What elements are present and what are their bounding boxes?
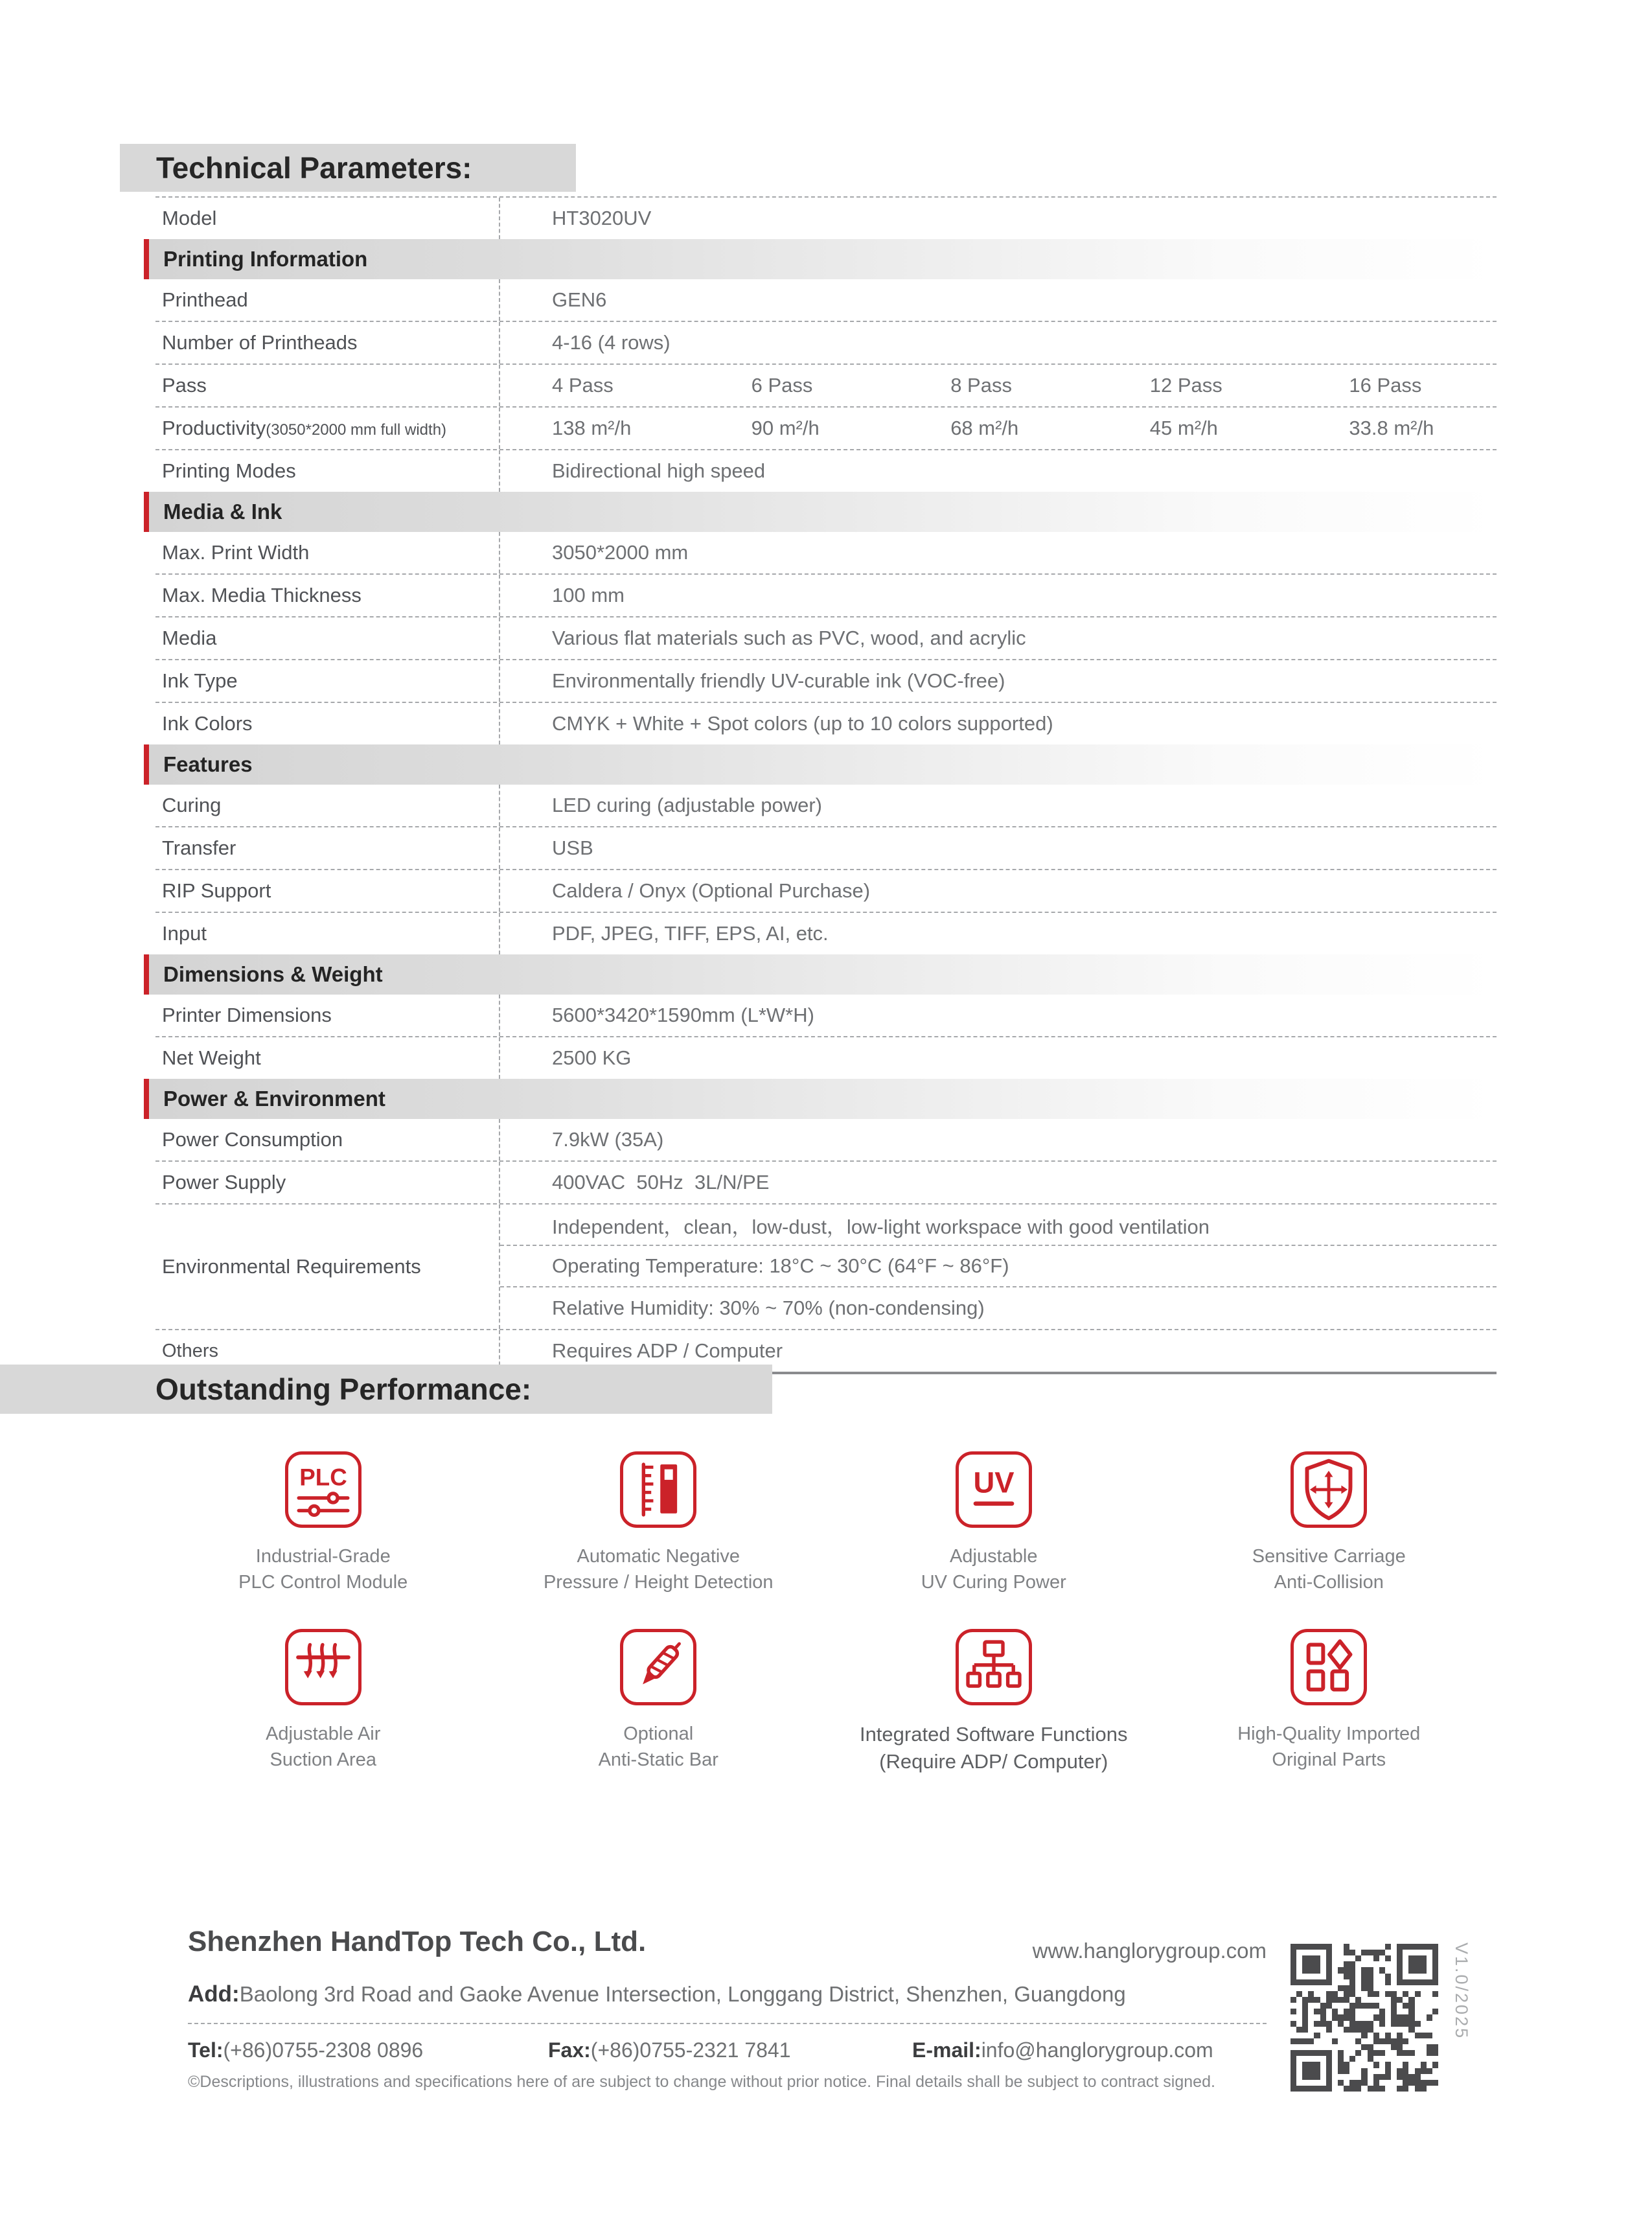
imported-parts-icon xyxy=(1291,1629,1367,1705)
section-title: Power & Environment xyxy=(163,1087,385,1111)
pass-col-3: 8 Pass xyxy=(950,374,1012,397)
spec-row-curing xyxy=(155,785,1497,827)
row-value: LED curing (adjustable power) xyxy=(499,785,1497,826)
feature-anti-collision xyxy=(1162,1451,1497,1595)
spec-row-environmental-requirements xyxy=(155,1205,1497,1330)
feature-caption: Optional Anti-Static Bar xyxy=(598,1724,718,1770)
env-value-workspace: Independent，clean，low-dust，low-light workspace with good ventilation xyxy=(500,1205,1497,1246)
spec-table xyxy=(155,196,1497,1374)
spec-row-max-media-thickness xyxy=(155,575,1497,617)
row-label: Pass xyxy=(162,374,207,397)
pass-col-1: 4 Pass xyxy=(552,374,614,397)
environmental-requirement-values xyxy=(499,1205,1497,1329)
row-label: Printhead xyxy=(162,288,248,311)
productivity-label: Productivity xyxy=(162,417,266,439)
feature-caption: High-Quality Imported Original Parts xyxy=(1237,1724,1421,1770)
spec-row-ink-type xyxy=(155,660,1497,703)
row-value: Bidirectional high speed xyxy=(499,450,1497,492)
env-value-temperature: Operating Temperature: 18°C ~ 30°C (64°F ~ 86°F) xyxy=(500,1246,1497,1287)
feature-anti-static xyxy=(491,1629,827,1775)
uv-icon xyxy=(956,1451,1032,1528)
row-label: Printer Dimensions xyxy=(162,1004,332,1026)
plc-icon xyxy=(285,1451,361,1528)
footer-address-line xyxy=(188,1981,1267,2007)
row-label: Curing xyxy=(162,794,222,816)
row-label: Model xyxy=(162,207,217,229)
software-tree-icon xyxy=(956,1629,1032,1705)
spec-row-ink-colors xyxy=(155,703,1497,744)
env-value-humidity: Relative Humidity: 30% ~ 70% (non-condensing) xyxy=(552,1297,985,1319)
section-header-power-environment xyxy=(144,1079,1497,1119)
row-value: 2500 KG xyxy=(499,1037,1497,1079)
footer-divider xyxy=(188,2023,1267,2024)
feature-caption: Adjustable Air Suction Area xyxy=(266,1724,381,1770)
spec-row-pass xyxy=(155,365,1497,408)
spec-row-productivity xyxy=(155,408,1497,450)
version-tag: V1.0/2025 xyxy=(1452,1943,1471,2040)
section-title: Media & Ink xyxy=(163,500,282,524)
spec-row-number-of-printheads xyxy=(155,322,1497,365)
section-header-media-ink xyxy=(144,492,1497,532)
row-label xyxy=(155,417,499,440)
row-label: Net Weight xyxy=(162,1046,261,1069)
feature-caption: Sensitive Carriage Anti-Collision xyxy=(1252,1546,1406,1593)
section-header-dimensions-weight xyxy=(144,954,1497,995)
row-value: HT3020UV xyxy=(499,198,1497,239)
email-address: info@hanglorygroup.com xyxy=(981,2038,1213,2062)
row-value: CMYK + White + Spot colors (up to 10 colors supported) xyxy=(499,703,1497,744)
outstanding-performance-title: Outstanding Performance: xyxy=(155,1372,532,1406)
telephone xyxy=(188,2038,548,2062)
productivity-col-5: 33.8 m²/h xyxy=(1349,417,1434,439)
section-title: Dimensions & Weight xyxy=(163,962,383,986)
feature-integrated-software xyxy=(826,1629,1162,1775)
feature-caption: Industrial-Grade PLC Control Module xyxy=(238,1546,408,1593)
svg-text:UV: UV xyxy=(973,1466,1015,1499)
email-label: E-mail: xyxy=(912,2038,981,2062)
row-label: Ink Colors xyxy=(162,712,253,735)
row-label: Number of Printheads xyxy=(162,331,358,354)
air-suction-icon xyxy=(285,1629,361,1705)
row-value: USB xyxy=(499,827,1497,869)
productivity-col-2: 90 m²/h xyxy=(751,417,820,439)
fax xyxy=(548,2038,912,2062)
feature-caption: Adjustable UV Curing Power xyxy=(921,1546,1066,1593)
row-value: 5600*3420*1590mm (L*W*H) xyxy=(499,995,1497,1036)
spec-row-transfer xyxy=(155,827,1497,870)
address-label: Add: xyxy=(188,1981,240,2007)
row-values xyxy=(499,365,1497,406)
productivity-col-1: 138 m²/h xyxy=(552,417,632,439)
spec-row-printhead xyxy=(155,279,1497,322)
feature-plc xyxy=(155,1451,491,1595)
feature-caption: Automatic Negative Pressure / Height Detection xyxy=(543,1546,774,1593)
spec-row-input xyxy=(155,913,1497,954)
outstanding-performance-titlebar xyxy=(0,1365,772,1414)
spec-row-power-supply xyxy=(155,1162,1497,1205)
spec-row-model xyxy=(155,198,1497,239)
row-label: Max. Media Thickness xyxy=(162,584,361,606)
row-label: Others xyxy=(162,1340,219,1361)
website-link[interactable]: www.hanglorygroup.com xyxy=(1032,1939,1267,1963)
pass-col-4: 12 Pass xyxy=(1149,374,1222,397)
productivity-col-4: 45 m²/h xyxy=(1149,417,1218,439)
anti-static-bar-icon xyxy=(620,1629,696,1705)
row-label: Environmental Requirements xyxy=(162,1255,421,1278)
row-label: Printing Modes xyxy=(162,459,296,482)
productivity-col-3: 68 m²/h xyxy=(950,417,1019,439)
row-label: Input xyxy=(162,922,207,945)
row-label: Ink Type xyxy=(162,669,238,692)
feature-imported-parts xyxy=(1162,1629,1497,1775)
spec-row-net-weight xyxy=(155,1037,1497,1079)
footer xyxy=(188,1926,1267,2092)
spec-row-media xyxy=(155,617,1497,660)
section-title: Features xyxy=(163,752,253,776)
spec-row-printer-dimensions xyxy=(155,995,1497,1037)
feature-uv-power xyxy=(826,1451,1162,1595)
technical-parameters-titlebar xyxy=(120,144,576,192)
row-label: Max. Print Width xyxy=(162,541,310,564)
tel-label: Tel: xyxy=(188,2038,224,2062)
tel-number: (+86)0755-2308 0896 xyxy=(223,2038,424,2062)
row-value: 400VAC 50Hz 3L/N/PE xyxy=(499,1162,1497,1203)
fax-label: Fax: xyxy=(548,2038,591,2062)
row-label: RIP Support xyxy=(162,879,271,902)
row-label: Power Consumption xyxy=(162,1128,343,1151)
row-values xyxy=(499,408,1497,449)
row-value: 100 mm xyxy=(499,575,1497,616)
fax-number: (+86)0755-2321 7841 xyxy=(590,2038,791,2062)
row-value: GEN6 xyxy=(499,279,1497,321)
row-value: Caldera / Onyx (Optional Purchase) xyxy=(499,870,1497,912)
feature-row-1 xyxy=(155,1451,1497,1595)
company-name: Shenzhen HandTop Tech Co., Ltd. xyxy=(188,1926,647,1957)
feature-row-2 xyxy=(155,1629,1497,1775)
productivity-note: (3050*2000 mm full width) xyxy=(266,421,447,439)
row-label: Transfer xyxy=(162,836,236,859)
spec-row-printing-modes xyxy=(155,450,1497,492)
row-label: Media xyxy=(162,627,217,649)
footer-contact-line xyxy=(188,2038,1267,2062)
row-value: 7.9kW (35A) xyxy=(499,1119,1497,1160)
spec-row-power-consumption xyxy=(155,1119,1497,1162)
row-value: 3050*2000 mm xyxy=(499,532,1497,573)
section-header-features xyxy=(144,744,1497,785)
qr-code xyxy=(1291,1944,1438,2092)
svg-text:PLC: PLC xyxy=(299,1464,347,1491)
section-header-printing-information xyxy=(144,239,1497,279)
feature-height-detection xyxy=(491,1451,827,1595)
pass-col-5: 16 Pass xyxy=(1349,374,1422,397)
row-value: 4-16 (4 rows) xyxy=(499,322,1497,363)
feature-grid xyxy=(155,1451,1497,1775)
section-title: Printing Information xyxy=(163,247,368,271)
disclaimer: ©Descriptions, illustrations and specifications here of are subject to change without prior notice. Final details shall be subject to contract signed. xyxy=(188,2073,1215,2091)
anti-collision-shield-icon xyxy=(1291,1451,1367,1528)
feature-air-suction xyxy=(155,1629,491,1775)
row-value: Requires ADP / Computer xyxy=(499,1330,1497,1372)
address-text: Baolong 3rd Road and Gaoke Avenue Intersection, Longgang District, Shenzhen, Guangdong xyxy=(239,1982,1126,2006)
height-detection-icon xyxy=(620,1451,696,1528)
pass-col-2: 6 Pass xyxy=(751,374,813,397)
row-label: Power Supply xyxy=(162,1171,286,1193)
row-value: Various flat materials such as PVC, wood, and acrylic xyxy=(499,617,1497,659)
spec-row-rip-support xyxy=(155,870,1497,913)
technical-parameters-title: Technical Parameters: xyxy=(156,151,472,185)
row-value: Environmentally friendly UV-curable ink (VOC-free) xyxy=(499,660,1497,702)
footer-company-line xyxy=(188,1926,1267,1966)
email[interactable] xyxy=(912,2038,1213,2062)
feature-caption: Integrated Software Functions (Require ADP/ Computer) xyxy=(859,1723,1128,1773)
row-value: PDF, JPEG, TIFF, EPS, AI, etc. xyxy=(499,913,1497,954)
spec-row-max-print-width xyxy=(155,532,1497,575)
